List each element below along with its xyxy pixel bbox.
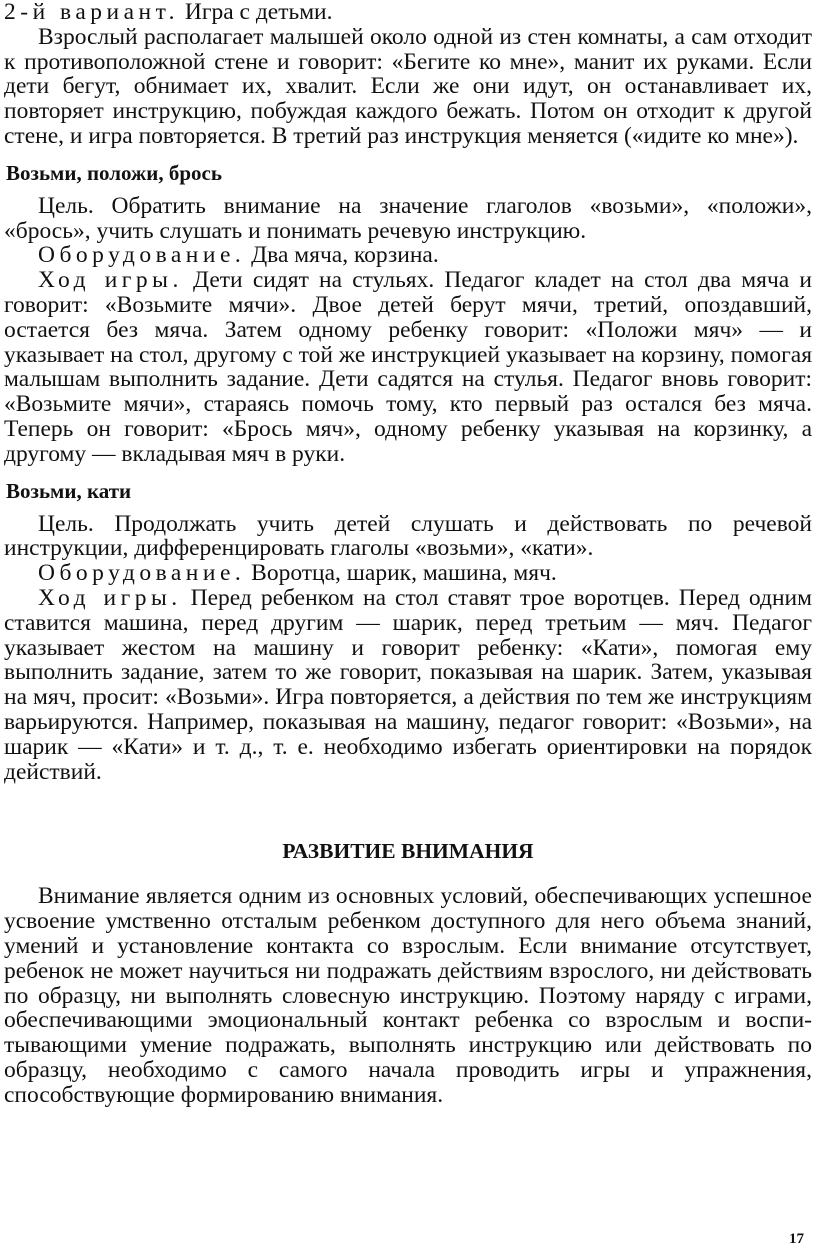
game-heading-take-roll: Возьми, кати xyxy=(6,478,132,503)
equipment-label: Оборудование. xyxy=(38,560,246,587)
procedure-label: Ход игры. xyxy=(38,584,182,611)
game1-goal xyxy=(4,194,812,244)
game1-procedure xyxy=(4,268,812,466)
equipment-text: Воротца, шарик, машина, мяч. xyxy=(245,560,557,587)
page-number: 17 xyxy=(789,1231,804,1247)
game1-equipment xyxy=(4,243,812,268)
section-title: РАЗВИТИЕ ВНИМАНИЯ xyxy=(282,839,534,864)
variant-title: Игра с детьми. xyxy=(178,0,333,25)
procedure-label: Ход игры. xyxy=(38,267,183,294)
goal-label: Цель. xyxy=(38,510,94,537)
goal-text: Обратить внимание на значение глаголов «возьми», «положи», «брось», учить слушать и понимать речевую инструкцию. xyxy=(4,192,812,244)
equipment-label: Оборудование. xyxy=(38,242,246,269)
variant-2-intro xyxy=(4,0,812,25)
game2-procedure xyxy=(4,586,812,784)
book-page xyxy=(4,0,812,1107)
goal-label: Цель. xyxy=(38,192,94,219)
procedure-text: Дети сидят на стульях. Педагог кладет на стол два мяча и говорит: «Возьмите мячи». Двое детей берут мячи, третий, опоздавший, остается без мяча. Затем одному ребенку говорит: «Положи мяч» — и указывает на стол, другому с той же инструкцией указывает на корзину, помогая малышам выполнить задание. Дети садятся на стулья. Педагог вновь говорит: «Возьмите мячи», стараясь помочь тому, кто первый раз остался без мяча. Теперь он говорит: «Брось мяч», одному ребенку указывая на корзинку, а другому — вкладывая мяч в руки. xyxy=(4,267,812,467)
section-paragraph: Внимание является одним из основных условий, обеспечивающих успешное усвоение умственно отсталым ребенком доступного для него объема знаний, умений и установление контакта со взрослым. Если внимание отсутствует, ребенок не может научиться ни подражать действиям взрослого, ни действовать по образцу, ни выполнять словесную инструкцию. Поэтому наряду с играми, обеспечивающими эмоциональный контакт ребенка со взрослым и воспитывающими умение подражать, выполнять инструкцию или действовать по образцу, необходимо с самого начала проводить игры и упражнения, способствующие формированию внимания. xyxy=(4,883,812,1108)
variant-label: 2-й вариант. xyxy=(4,0,179,25)
game2-equipment xyxy=(4,561,812,586)
goal-text: Продолжать учить детей слушать и действовать по речевой инструкции, дифференцировать глаголы «возьми», «кати». xyxy=(4,510,812,562)
equipment-text: Два мяча, корзина. xyxy=(245,242,439,269)
procedure-text: Перед ребенком на стол ставят трое воротцев. Перед одним ставится машина, перед другим — шарик, перед третьим — мяч. Педагог указывает жестом на машину и говорит ребенку: «Кати», помогая ему выполнить задание, затем то же говорит, показывая на шарик. Затем, указывая на мяч, просит: «Возьми». Игра повторяется, а действия по тем же инструкциям варьируются. Например, показывая на машину, педагог говорит: «Возьми», на шарик — «Кати» и т. д., т. е. необходимо избегать ориентировки на порядок действий. xyxy=(4,584,812,785)
game-heading-take-put-throw: Возьми, положи, брось xyxy=(6,160,222,185)
variant-2-paragraph: Взрослый располагает малышей около одной из стен комнаты, а сам отходит к противоположной стене и говорит: «Бегите ко мне», манит их руками. Если дети бегут, обнимает их, хвалит. Если же они идут, он останавливает их, повторяет инструкцию, побуждая каждого бежать. Потом он отходит к другой стене, и игра повторяется. В третий раз инструкция меняется («идите ко мне»). xyxy=(4,23,812,149)
game2-goal xyxy=(4,512,812,562)
